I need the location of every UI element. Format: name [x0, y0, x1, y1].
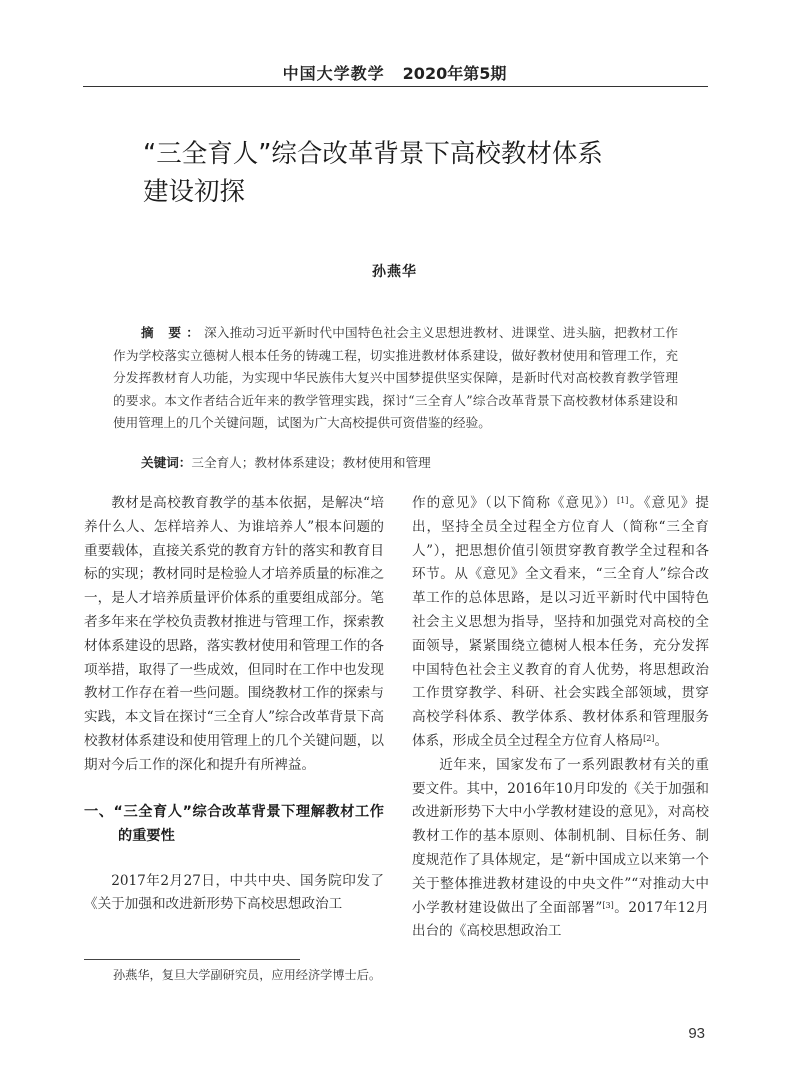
right-column: [412, 492, 709, 944]
paragraph-text: 。《意见》提出，坚持全员全过程全方位育人（简称“三全育人”），把思想价值引领贯穿教育教学全过程和各环节。从《意见》全文看来，“三全育人”综合改革工作的总体思路，是以习近平新时代中国特色社会主义思想为指导，坚持和加强党对高校的全面领导，紧紧围绕立德树人根本任务，充分发挥中国特色社会主义教育的育人优势，将思想政治工作贯穿教学、科研、社会实践全部领域，贯穿高校学科体系、教学体系、教材体系和管理服务体系，形成全员全过程全方位育人格局: [412, 495, 710, 749]
section-heading: 一、“三全育人”综合改革背景下理解教材工作的重要性: [84, 803, 384, 844]
left-column: [84, 492, 384, 917]
footnote-rule: [84, 959, 300, 960]
paragraph-text: 。2017年12月出台的《高校思想政治工: [412, 899, 709, 940]
paragraph-text: 。: [654, 732, 669, 749]
title-line-2: 建设初探: [143, 177, 246, 207]
body-paragraph: 2017年2月27日，中共中央、国务院印发了《关于加强和改进新形势下高校思想政治工: [84, 872, 384, 913]
article-title: [143, 135, 703, 211]
citation-ref: [2]: [643, 733, 655, 743]
body-paragraph: 教材是高校教育教学的基本依据，是解决“培养什么人、怎样培养人、为谁培养人”根本问题的重要载体，直接关系党的教育方针的落实和教育目标的实现；教材同时是检验人才培养质量的标准之一，是人才培养质量评价体系的重要组成部分。笔者多年来在学校负责教材推进与管理工作，探索教材体系建设的思路，落实教材使用和管理工作的各项举措，取得了一些成效，但同时在工作中也发现教材工作存在着一些问题。围绕教材工作的探索与实践，本文旨在探讨“三全育人”综合改革背景下高校教材体系建设和使用管理上的几个关键问题，以期对今后工作的深化和提升有所裨益。: [84, 495, 384, 773]
abstract-label: 摘 要：: [141, 325, 205, 340]
title-line-1: “三全育人”综合改革背景下高校教材体系: [143, 139, 603, 169]
citation-ref: [1]: [617, 496, 629, 505]
keywords-text: 三全育人；教材体系建设；教材使用和管理: [191, 455, 431, 470]
author-name: 孙燕华: [372, 264, 417, 280]
abstract: [113, 322, 678, 435]
paragraph-text: 作的意见》（以下简称《意见》）: [412, 495, 618, 511]
keywords-label: 关键词：: [141, 455, 192, 470]
body-paragraph: [412, 754, 709, 944]
citation-ref: [3]: [602, 900, 614, 910]
journal-name: 中国大学教学: [282, 64, 385, 83]
keywords: [141, 453, 681, 473]
body-paragraph: [412, 492, 709, 754]
abstract-text: 深入推动习近平新时代中国特色社会主义思想进教材、进课堂、进头脑，把教材工作作为学校落实立德树人根本任务的铸魂工程，切实推进教材体系建设，做好教材使用和管理工作，充分发挥教材育人功能，为实现中华民族伟大复兴中国梦提供坚实保障，是新时代对高校教育教学管理的要求。本文作者结合近年来的教学管理实践，探讨“三全育人”综合改革背景下高校教材体系建设和使用管理上的几个关键问题，试图为广大高校提供可资借鉴的经验。: [113, 325, 679, 431]
page-number: 93: [688, 1025, 705, 1042]
header-rule: [83, 86, 708, 87]
running-head: [0, 61, 789, 84]
author-footnote: 孙燕华，复旦大学副研究员，应用经济学博士后。: [113, 968, 382, 982]
paragraph-text: 近年来，国家发布了一系列跟教材有关的重要文件。其中，2016年10月印发的《关于加强和改进新形势下大中小学教材建设的意见》，对高校教材工作的基本原则、体制机制、目标任务、制度规范作了具体规定，是“新中国成立以来第一个关于整体推进教材建设的中央文件”“对推动大中小学教材建设做出了全面部署”: [412, 756, 709, 916]
issue-number: 2020年第5期: [402, 64, 507, 83]
